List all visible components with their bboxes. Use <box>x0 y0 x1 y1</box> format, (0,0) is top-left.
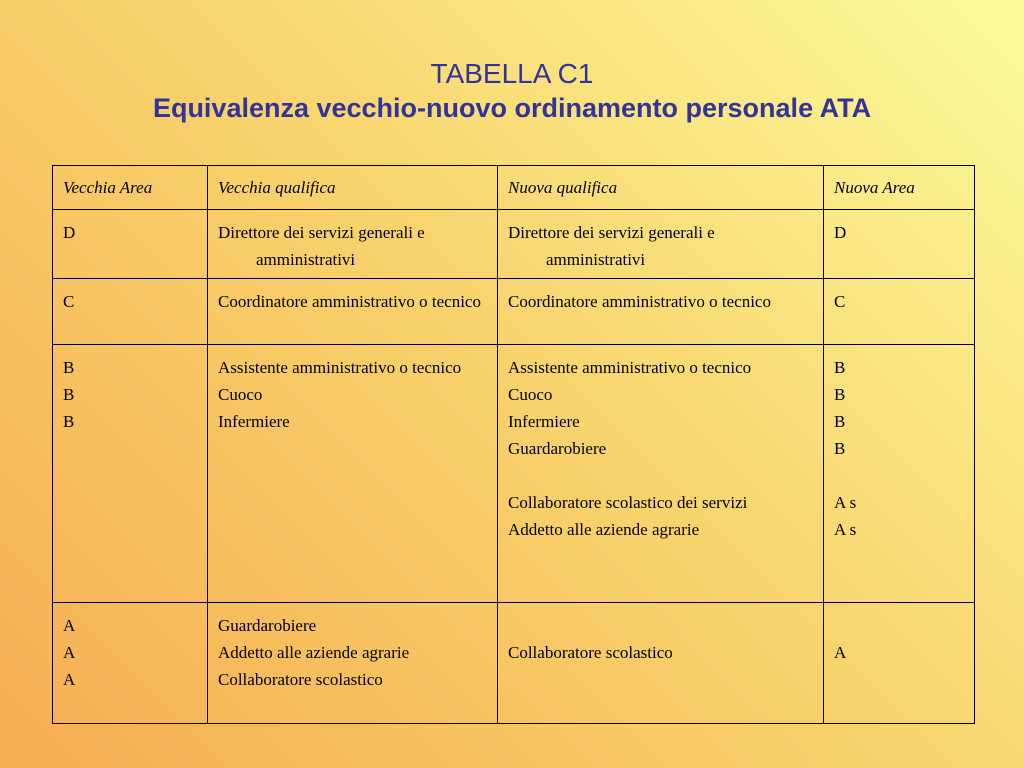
cell-old-area <box>53 603 208 724</box>
cell-new-area <box>824 345 975 603</box>
cell-line: B <box>63 358 75 377</box>
table-row <box>53 345 975 603</box>
cell-line <box>508 462 813 489</box>
cell-line: Assistente amministrativo o tecnico <box>508 358 752 377</box>
cell-line: A <box>63 616 76 635</box>
cell-old-qualification <box>208 210 498 279</box>
cell-line <box>834 462 964 489</box>
cell-line: Cuoco <box>508 385 553 404</box>
cell-line: Direttore dei servizi generali e amministrativi <box>508 223 715 269</box>
cell-old-qualification <box>208 345 498 603</box>
cell-line: Coordinatore amministrativo o tecnico <box>508 292 771 311</box>
cell-line: A <box>834 643 847 662</box>
cell-new-qualification <box>498 345 824 603</box>
header-new-qualification: Nuova qualifica <box>498 166 824 210</box>
cell-new-qualification <box>498 210 824 279</box>
cell-line: Assistente amministrativo o tecnico <box>218 358 462 377</box>
table-row <box>53 603 975 724</box>
cell-line: Collaboratore scolastico dei servizi <box>508 493 748 512</box>
cell-line <box>508 612 813 639</box>
cell-new-qualification <box>498 603 824 724</box>
cell-old-area <box>53 345 208 603</box>
cell-line: A <box>63 670 76 689</box>
cell-line <box>834 612 964 639</box>
cell-line: Addetto alle aziende agrarie <box>508 520 700 539</box>
header-new-area: Nuova Area <box>824 166 975 210</box>
cell-line: A s <box>834 520 857 539</box>
cell-line: A <box>63 643 76 662</box>
cell-line: Collaboratore scolastico <box>508 643 673 662</box>
cell-line: B <box>834 385 846 404</box>
cell-line: Collaboratore scolastico <box>218 670 383 689</box>
cell-new-area <box>824 279 975 345</box>
cell-line: Guardarobiere <box>508 439 607 458</box>
cell-line: Coordinatore amministrativo o tecnico <box>218 292 481 311</box>
cell-line: A s <box>834 493 857 512</box>
cell-line: B <box>63 385 75 404</box>
cell-line: B <box>63 412 75 431</box>
table-row <box>53 279 975 345</box>
cell-new-area <box>824 603 975 724</box>
cell-line: Infermiere <box>218 412 290 431</box>
slide-title <box>0 57 1024 125</box>
table-header-row <box>53 166 975 210</box>
cell-line: B <box>834 439 846 458</box>
cell-old-area <box>53 279 208 345</box>
title-table-code: TABELLA C1 <box>430 58 594 89</box>
header-old-qualification: Vecchia qualifica <box>208 166 498 210</box>
table-row <box>53 210 975 279</box>
header-old-area: Vecchia Area <box>53 166 208 210</box>
cell-line: Infermiere <box>508 412 580 431</box>
cell-line: D <box>834 223 847 242</box>
cell-new-qualification <box>498 279 824 345</box>
cell-line: D <box>63 223 76 242</box>
cell-line: B <box>834 358 846 377</box>
cell-line: B <box>834 412 846 431</box>
cell-line: C <box>63 292 75 311</box>
equivalence-table <box>52 165 975 724</box>
cell-new-area <box>824 210 975 279</box>
title-description: Equivalenza vecchio-nuovo ordinamento personale ATA <box>152 93 872 123</box>
cell-line: Cuoco <box>218 385 263 404</box>
cell-old-area <box>53 210 208 279</box>
cell-old-qualification <box>208 279 498 345</box>
cell-line: Guardarobiere <box>218 616 317 635</box>
cell-line: C <box>834 292 846 311</box>
cell-line: Direttore dei servizi generali e amministrativi <box>218 223 425 269</box>
cell-old-qualification <box>208 603 498 724</box>
cell-line: Addetto alle aziende agrarie <box>218 643 410 662</box>
